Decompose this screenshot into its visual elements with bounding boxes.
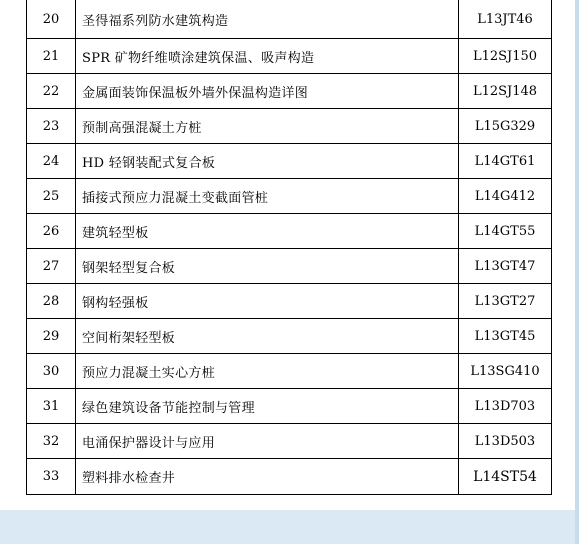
table-row <box>27 424 552 459</box>
row-code: L13GT45 <box>459 319 552 354</box>
table-row <box>27 249 552 284</box>
row-code: L12SJ150 <box>459 39 552 74</box>
bottom-margin <box>0 510 575 544</box>
row-code: L13GT47 <box>459 249 552 284</box>
table-row <box>27 39 552 74</box>
row-number: 26 <box>27 214 76 249</box>
table-row <box>27 144 552 179</box>
row-title: 电涌保护器设计与应用 <box>76 424 459 459</box>
row-number: 22 <box>27 74 76 109</box>
table-row <box>27 389 552 424</box>
row-title: SPR 矿物纤维喷涂建筑保温、吸声构造 <box>76 39 459 74</box>
table-row <box>27 459 552 495</box>
row-number: 31 <box>27 389 76 424</box>
row-number: 24 <box>27 144 76 179</box>
table-row <box>27 354 552 389</box>
table-row <box>27 74 552 109</box>
row-number: 32 <box>27 424 76 459</box>
row-title: 钢架轻型复合板 <box>76 249 459 284</box>
row-title: 圣得福系列防水建筑构造 <box>76 0 459 39</box>
row-title: 钢构轻强板 <box>76 284 459 319</box>
table-row <box>27 214 552 249</box>
table-row <box>27 109 552 144</box>
row-title: 建筑轻型板 <box>76 214 459 249</box>
table-row <box>27 284 552 319</box>
row-code: L15G329 <box>459 109 552 144</box>
row-code: L14GT61 <box>459 144 552 179</box>
row-number: 33 <box>27 459 76 495</box>
row-number: 20 <box>27 0 76 39</box>
row-title: 金属面装饰保温板外墙外保温构造详图 <box>76 74 459 109</box>
row-title: 插接式预应力混凝土变截面管桩 <box>76 179 459 214</box>
row-number: 27 <box>27 249 76 284</box>
row-code: L12SJ148 <box>459 74 552 109</box>
row-code: L13SG410 <box>459 354 552 389</box>
row-number: 30 <box>27 354 76 389</box>
row-code: L14ST54 <box>459 459 552 495</box>
window-edge <box>575 0 579 544</box>
row-code: L13D503 <box>459 424 552 459</box>
row-code: L14GT55 <box>459 214 552 249</box>
row-title: HD 轻钢装配式复合板 <box>76 144 459 179</box>
row-title: 预应力混凝土实心方桩 <box>76 354 459 389</box>
row-title: 预制高强混凝土方桩 <box>76 109 459 144</box>
row-number: 21 <box>27 39 76 74</box>
row-number: 25 <box>27 179 76 214</box>
table-row <box>27 319 552 354</box>
row-code: L13D703 <box>459 389 552 424</box>
row-title: 绿色建筑设备节能控制与管理 <box>76 389 459 424</box>
table-row <box>27 179 552 214</box>
row-code: L13JT46 <box>459 0 552 39</box>
row-number: 23 <box>27 109 76 144</box>
row-code: L13GT27 <box>459 284 552 319</box>
row-code: L14G412 <box>459 179 552 214</box>
row-title: 塑料排水检查井 <box>76 459 459 495</box>
table-row <box>27 0 552 39</box>
standards-table <box>26 0 552 495</box>
row-number: 29 <box>27 319 76 354</box>
row-number: 28 <box>27 284 76 319</box>
row-title: 空间桁架轻型板 <box>76 319 459 354</box>
